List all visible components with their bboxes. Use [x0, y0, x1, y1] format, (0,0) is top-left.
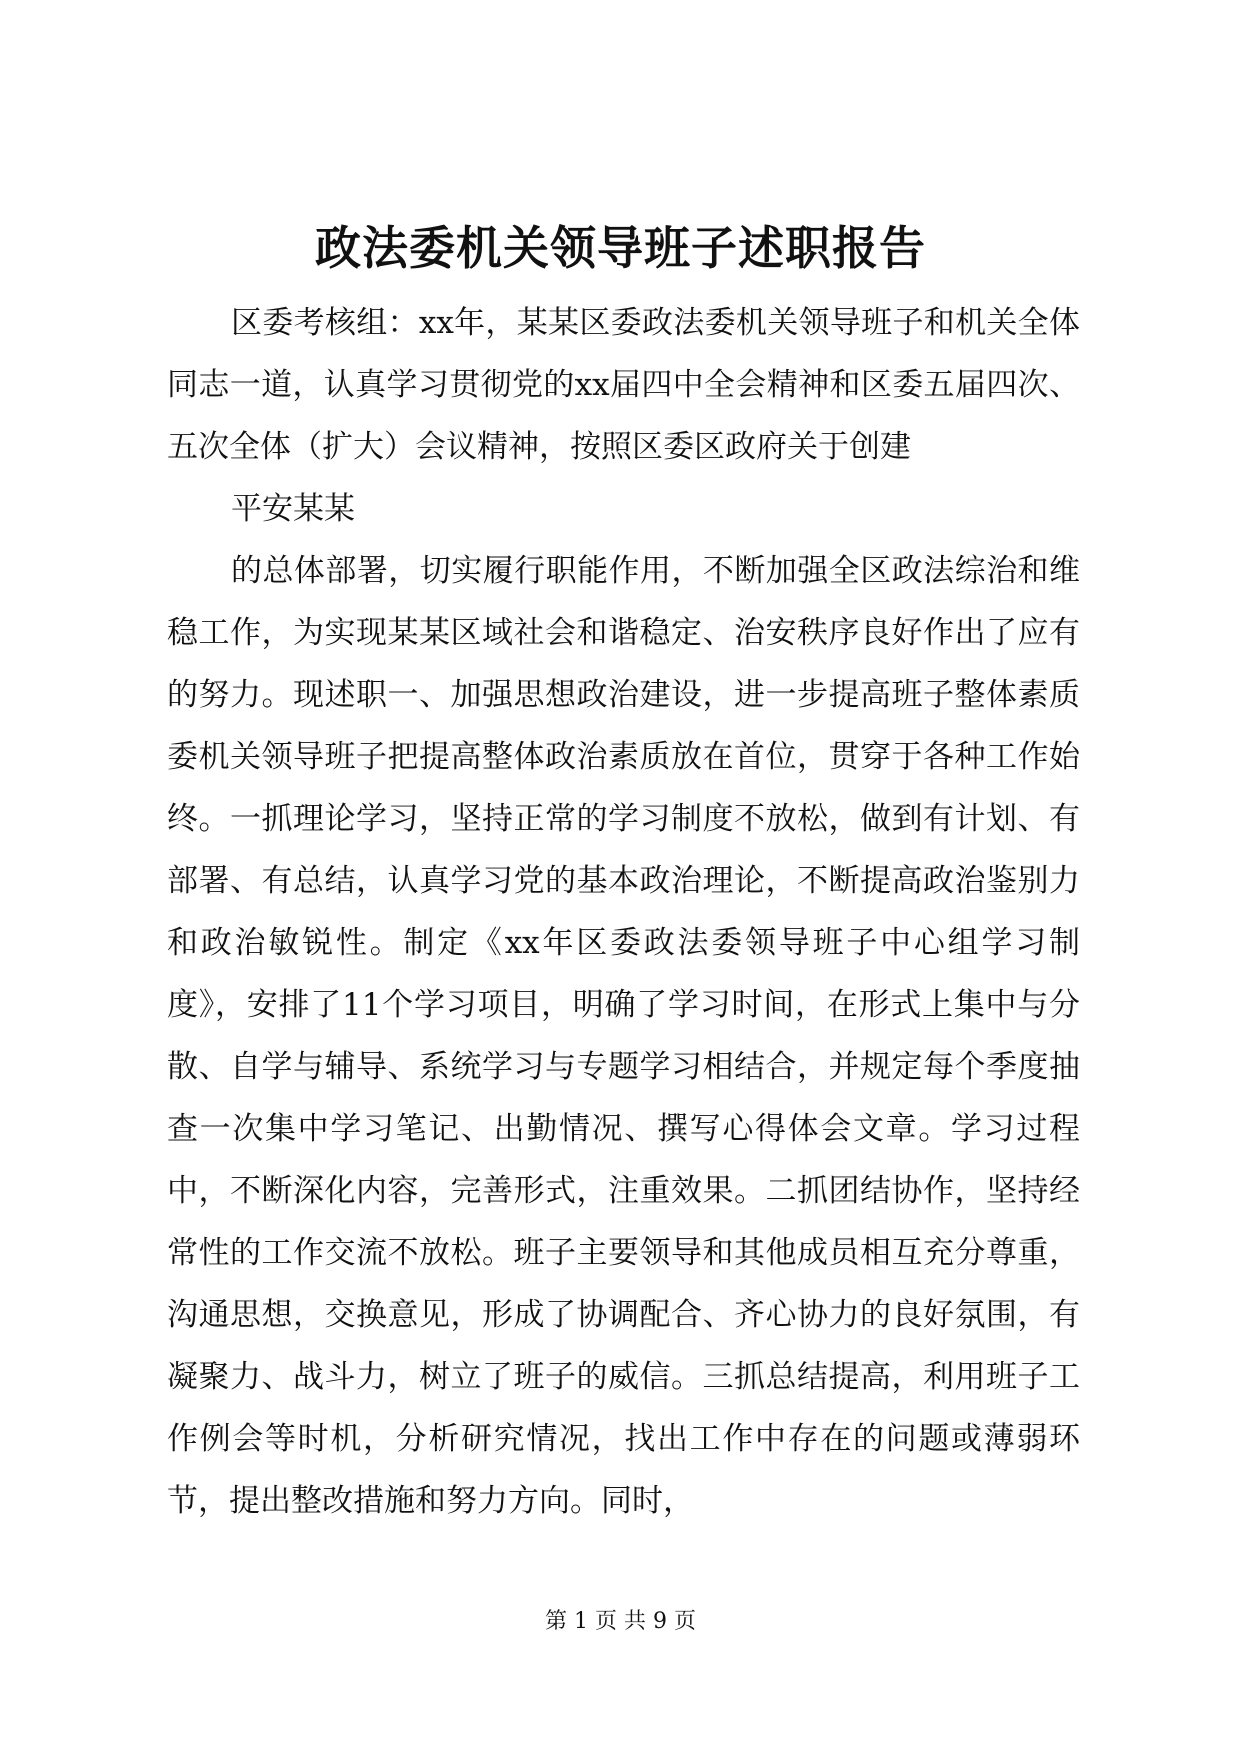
- document-body: [167, 292, 1080, 1532]
- page-title: 政法委机关领导班子述职报告: [315, 221, 926, 275]
- page-number-footer: 第 1 页 共 9 页: [545, 1609, 696, 1634]
- paragraph-heading-phrase: 平安某某: [231, 491, 355, 527]
- paragraph-salutation: 区委考核组：xx年，某某区委政法委机关领导班子和机关全体同志一道，认真学习贯彻党的xx届四中全会精神和区委五届四次、五次全体（扩大）会议精神，按照区委区政府关于创建: [167, 305, 1080, 465]
- paragraph-main: 的总体部署，切实履行职能作用，不断加强全区政法综治和维稳工作，为实现某某区域社会和谐稳定、治安秩序良好作出了应有的努力。现述职一、加强思想政治建设，进一步提高班子整体素质委机关领导班子把提高整体政治素质放在首位，贯穿于各种工作始终。一抓理论学习，坚持正常的学习制度不放松，做到有计划、有部署、有总结，认真学习党的基本政治理论，不断提高政治鉴别力和政治敏锐性。制定《xx年区委政法委领导班子中心组学习制度》，安排了11个学习项目，明确了学习时间，在形式上集中与分散、自学与辅导、系统学习与专题学习相结合，并规定每个季度抽查一次集中学习笔记、出勤情况、撰写心得体会文章。学习过程中，不断深化内容，完善形式，注重效果。二抓团结协作，坚持经常性的工作交流不放松。班子主要领导和其他成员相互充分尊重，沟通思想，交换意见，形成了协调配合、齐心协力的良好氛围，有凝聚力、战斗力，树立了班子的威信。三抓总结提高，利用班子工作例会等时机，分析研究情况，找出工作中存在的问题或薄弱环节，提出整改措施和努力方向。同时，: [167, 553, 1080, 1519]
